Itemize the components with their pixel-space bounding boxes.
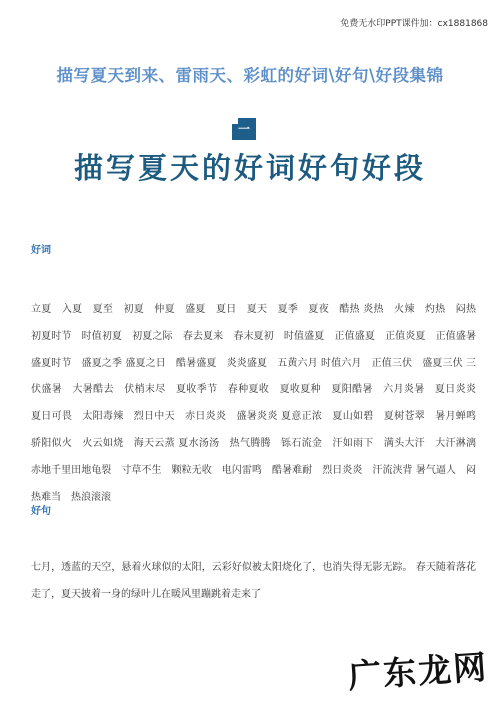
top-note: 免费无水印PPT课件加：cx1881868 (340, 19, 488, 29)
page-title: 描写夏天到来、雷雨天、彩虹的好词\好句\好段集锦 (56, 66, 444, 85)
section-heading: 描写夏天的好词好句好段 (73, 151, 426, 185)
sentences-paragraph: 七月，透蓝的天空，悬着火球似的太阳，云彩好似被太阳烧化了，也消失得无影无踪。 春天随着落花走了，夏天披着一身的绿叶儿在暖风里蹦跳着走来了 (31, 562, 476, 600)
section-number: 一 (237, 122, 250, 136)
words-paragraph: 立夏 入夏 夏至 初夏 仲夏 盛夏 夏日 夏天 夏季 夏夜 酷热 炎热 火辣 灼热 闷热 初夏时节 时值初夏 初夏之际 春去夏来 春末夏初 时值盛夏 正值盛夏 正值炎夏 正值盛暑 盛夏时节 盛夏之季 盛夏之日 酷暑盛夏 炎炎盛夏 五黄六月 时值六月 正值三伏 盛夏三伏 三伏盛暑 大暑酷去 伏梢末尽 夏收季节 春种夏收 夏收夏种 夏阳酷暑 六月炎暑 夏日炎炎 夏日可畏 太阳毒辣 烈日中天 赤日炎炎 盛暑炎炎 夏意正浓 夏山如碧 夏树苍翠 暑月蝉鸣 骄阳似火 火云如烧 海天云蒸 夏水汤汤 热气腾腾 铄石流金 汗如雨下 满头大汗 大汗淋漓 赤地千里田地龟裂 寸草不生 颗粒无收 电闪雷鸣 酷暑难耐 烈日炎炎 汗流浃背 暑气逼人 闷热难当 热浪滚滚 (31, 304, 486, 503)
words-label: 好词 (31, 245, 51, 256)
section-number-badge (232, 118, 256, 140)
site-watermark: 广东龙网 (346, 647, 490, 696)
sentences-label: 好句 (31, 506, 51, 517)
